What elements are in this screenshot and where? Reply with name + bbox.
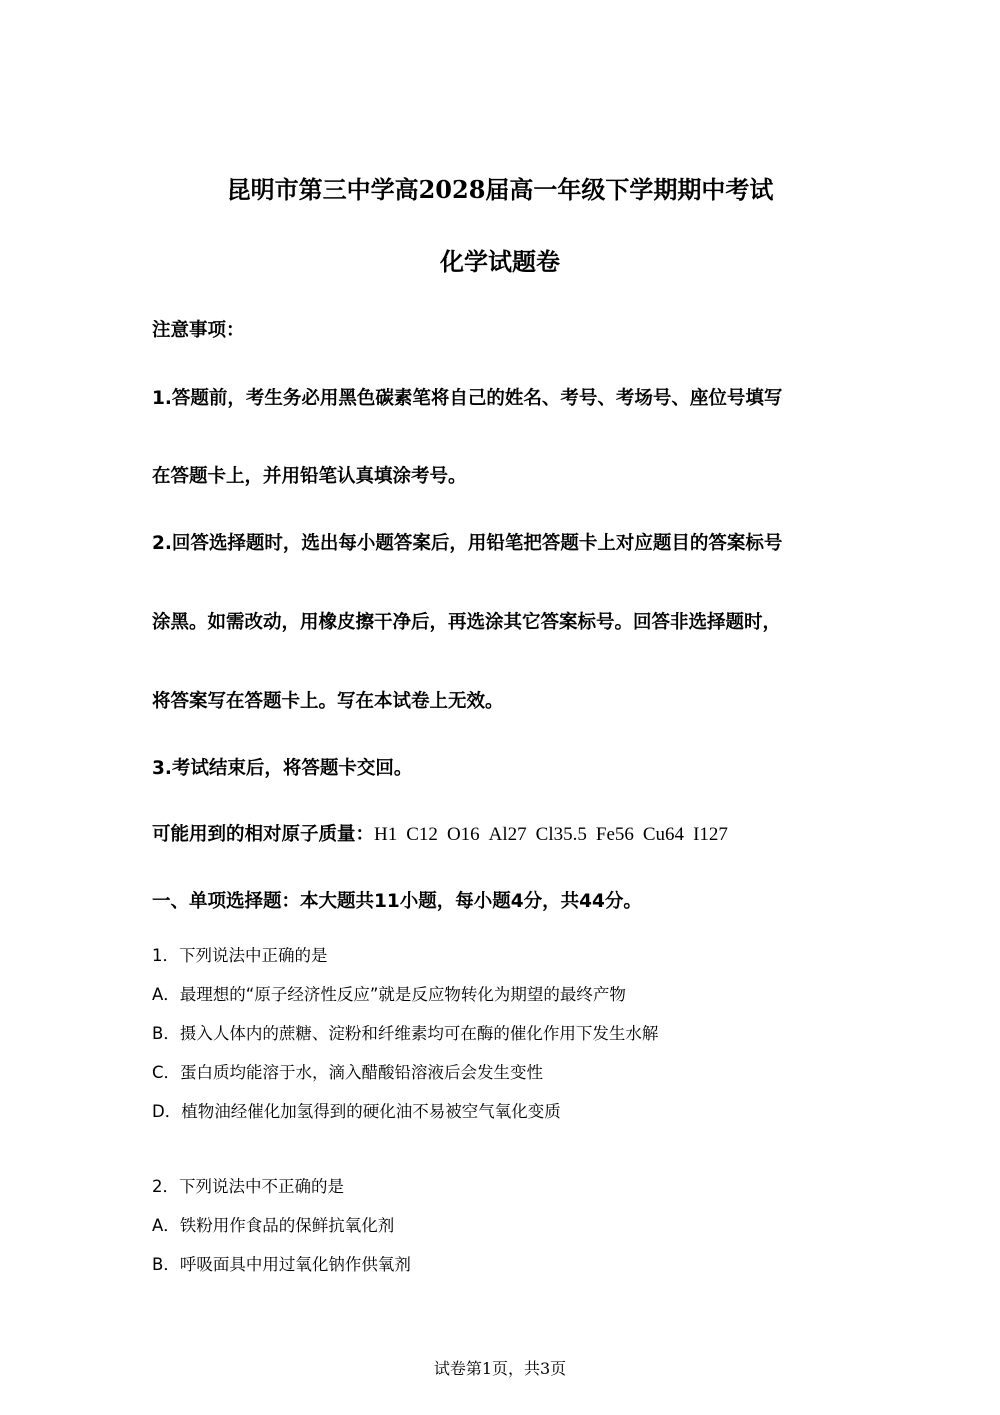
page-footer: 试卷第1页，共3页 bbox=[433, 1359, 567, 1378]
question-option: A．最理想的“原子经济性反应”就是反应物转化为期望的最终产物 bbox=[152, 985, 626, 1004]
question-option: C．蛋白质均能溶于水，滴入醋酸铅溶液后会发生变性 bbox=[152, 1063, 544, 1082]
notice-heading: 注意事项： bbox=[152, 320, 245, 341]
atomic-mass-item: Cu64 bbox=[642, 824, 685, 845]
notice-line: 3.考试结束后，将答题卡交回。 bbox=[152, 758, 413, 779]
atomic-mass-list bbox=[374, 824, 737, 845]
question-stem: 2．下列说法中不正确的是 bbox=[152, 1177, 344, 1196]
question-stem: 1．下列说法中正确的是 bbox=[152, 946, 328, 965]
question-option: A．铁粉用作食品的保鲜抗氧化剂 bbox=[152, 1216, 395, 1235]
atomic-mass-item: C12 bbox=[406, 824, 438, 845]
atomic-mass-item: O16 bbox=[446, 824, 480, 845]
atomic-mass-label: 可能用到的相对原子质量： bbox=[152, 824, 375, 845]
notice-line: 将答案写在答题卡上。写在本试卷上无效。 bbox=[152, 691, 504, 712]
question-option: D．植物油经催化加氢得到的硬化油不易被空气氧化变质 bbox=[152, 1102, 561, 1121]
question-option: B．呼吸面具中用过氧化钠作供氧剂 bbox=[152, 1255, 411, 1274]
notice-line: 涂黑。如需改动，用橡皮擦干净后，再选涂其它答案标号。回答非选择题时， bbox=[152, 612, 782, 633]
atomic-mass-item: I127 bbox=[693, 824, 728, 845]
notice-line: 1.答题前，考生务必用黑色碳素笔将自己的姓名、考号、考场号、座位号填写 bbox=[152, 388, 783, 409]
question-option: B．摄入人体内的蔗糖、淀粉和纤维素均可在酶的催化作用下发生水解 bbox=[152, 1024, 659, 1043]
atomic-mass-row bbox=[152, 820, 737, 846]
section-heading: 一、单项选择题：本大题共11小题，每小题4分，共44分。 bbox=[152, 891, 642, 912]
atomic-mass-item: Al27 bbox=[488, 824, 527, 845]
atomic-mass-item: Cl35.5 bbox=[535, 824, 587, 845]
notice-line: 在答题卡上，并用铅笔认真填涂考号。 bbox=[152, 466, 467, 487]
subject-title: 化学试题卷 bbox=[440, 247, 560, 276]
atomic-mass-item: Fe56 bbox=[595, 824, 634, 845]
atomic-mass-item: H1 bbox=[374, 824, 398, 845]
notice-line: 2.回答选择题时，选出每小题答案后，用铅笔把答题卡上对应题目的答案标号 bbox=[152, 533, 783, 554]
exam-title: 昆明市第三中学高2028届高一年级下学期期中考试 bbox=[226, 175, 774, 204]
